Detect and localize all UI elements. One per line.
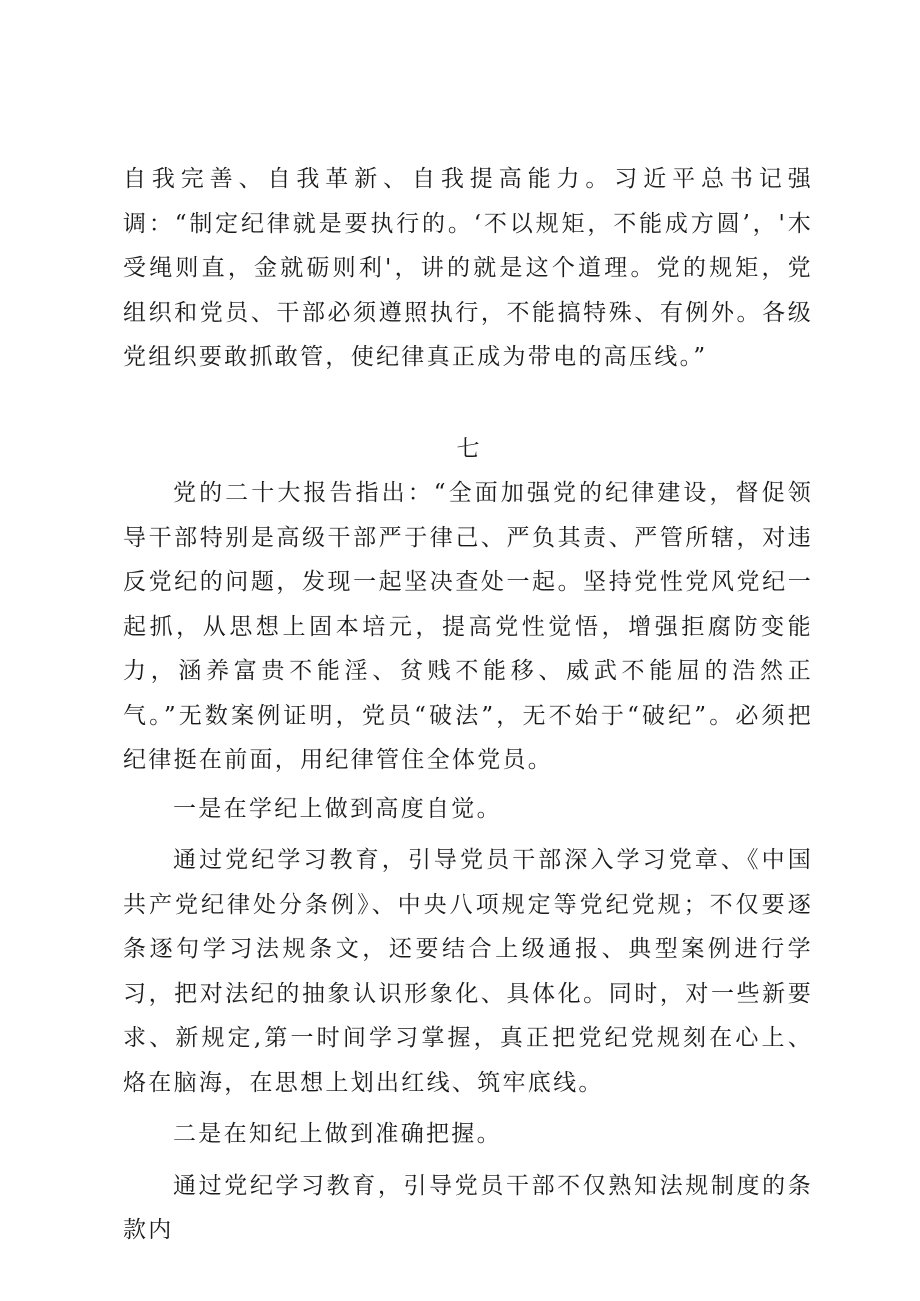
report-paragraph: 党的二十大报告指出：“全面加强党的纪律建设，督促领导干部特别是高级干部严于律己、严负其责、严管所辖，对违反党纪的问题，发现一起坚决查处一起。坚持党性党风党纪一起抓，从思想上固本培元，提高党性觉悟，增强拒腐防变能力，涵养富贵不能淫、贫贱不能移、威武不能屈的浩然正气。”无数案例证明，党员“破法”，无不始于“破纪”。必须把纪律挺在前面，用纪律管住全体党员。 bbox=[123, 480, 813, 773]
point-one-heading: 一是在学纪上做到高度自觉。 bbox=[173, 795, 502, 822]
paragraph-spacer bbox=[123, 1105, 813, 1112]
document-page bbox=[123, 157, 813, 1253]
section-spacer bbox=[123, 380, 813, 427]
point-one-body: 通过党纪学习教育，引导党员干部深入学习党章、《中国共产党纪律处分条例》、中央八项规定等党纪党规；不仅要逐条逐句学习法规条文，还要结合上级通报、典型案例进行学习，把对法纪的抽象认识形象化、具体化。同时，对一些新要求、新规定,第一时间学习掌握，真正把党纪党规刻在心上、烙在脑海，在思想上划出红线、筑牢底线。 bbox=[123, 847, 813, 1096]
point-two-heading: 二是在知纪上做到准确把握。 bbox=[173, 1121, 502, 1147]
continuation-paragraph: 自我完善、自我革新、自我提高能力。习近平总书记强调：“制定纪律就是要执行的。‘不以规矩，不能成方圆’，'木受绳则直，金就砺则利'，讲的就是这个道理。党的规矩，党组织和党员、干部必须遵照执行，不能搞特殊、有例外。各级党组织要敢抓敢管，使纪律真正成为带电的高压线。” bbox=[123, 166, 813, 370]
paragraph-spacer bbox=[123, 1157, 813, 1164]
paragraph-spacer bbox=[123, 831, 813, 838]
point-two-body: 通过党纪学习教育，引导党员干部不仅熟知法规制度的条款内 bbox=[123, 1172, 813, 1243]
section-number: 七 bbox=[456, 435, 480, 462]
